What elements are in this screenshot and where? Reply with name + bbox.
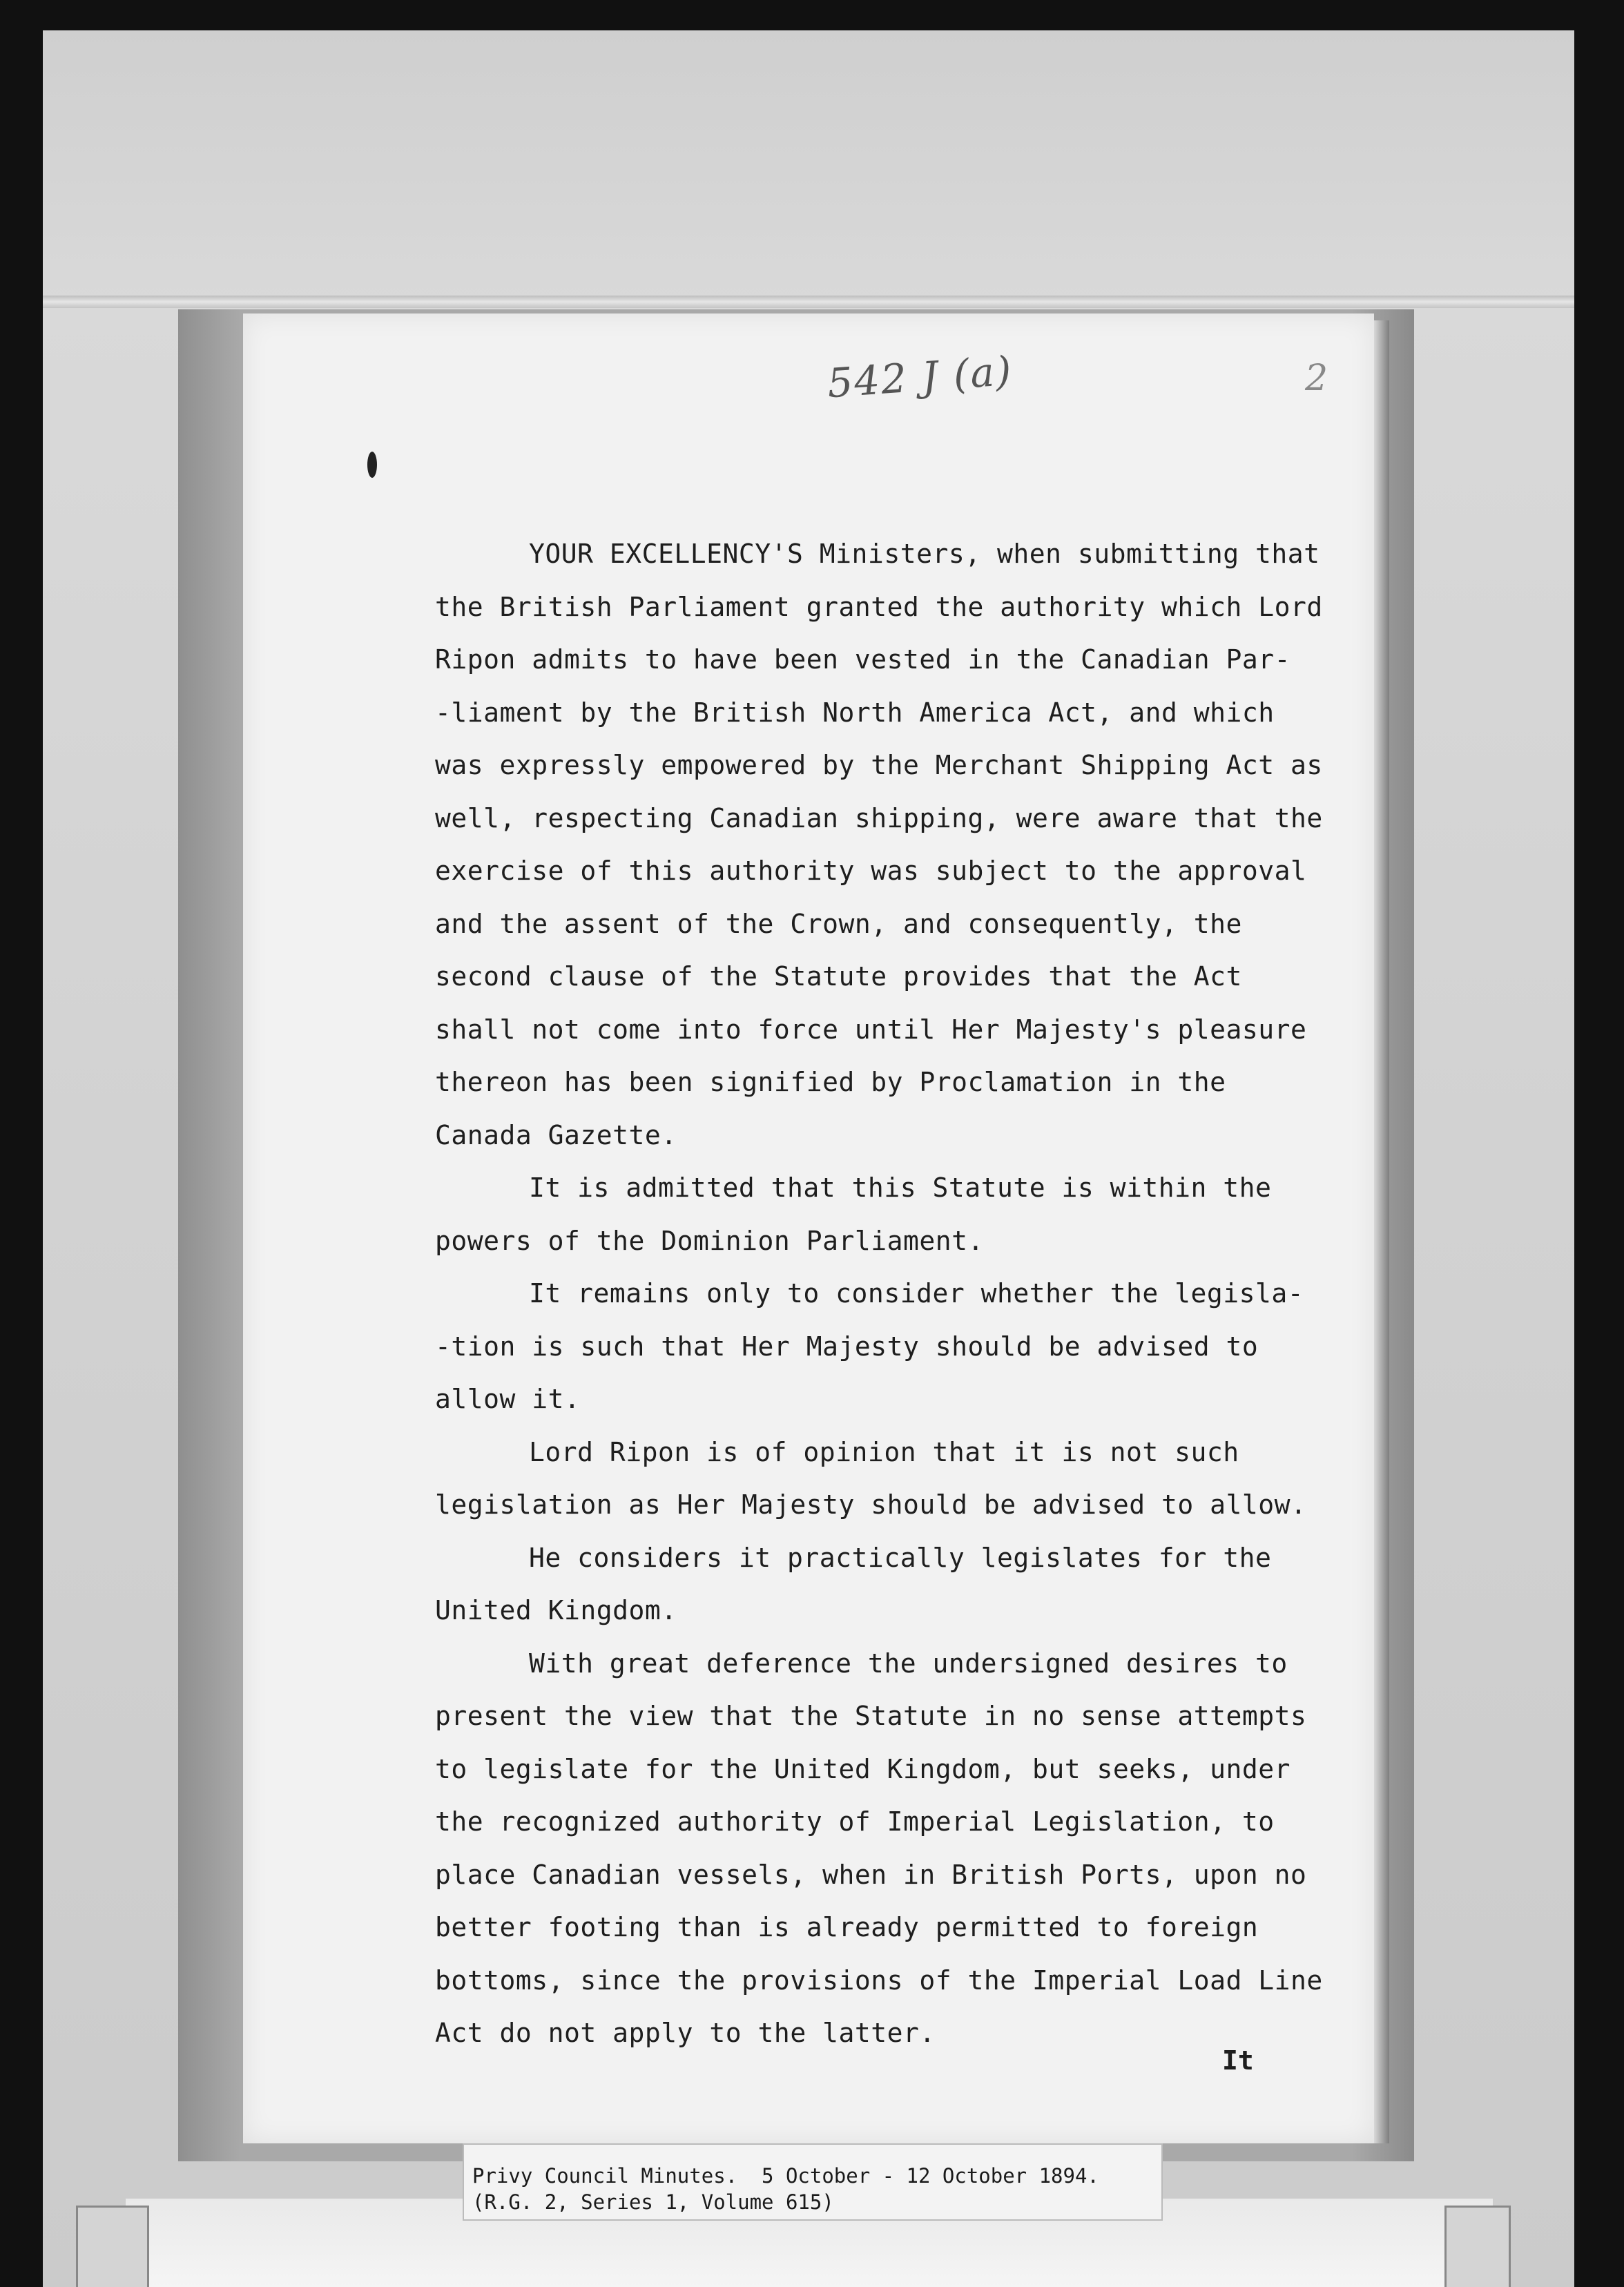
text-line: exercise of this authority was subject to the approval [435, 856, 1307, 886]
archive-label [463, 2143, 1163, 2221]
text-line: and the assent of the Crown, and consequently, the [435, 908, 1242, 939]
text-line: to legislate for the United Kingdom, but seeks, under [435, 1753, 1291, 1784]
text-line: Act do not apply to the latter. [435, 2018, 936, 2048]
text-line: United Kingdom. [435, 1595, 677, 1625]
text-line: He considers it practically legislates for the [529, 1542, 1272, 1573]
ink-mark [367, 452, 377, 478]
text-line: -tion is such that Her Majesty should be advised to [435, 1331, 1259, 1362]
text-line: legislation as Her Majesty should be advised to allow. [435, 1489, 1307, 1520]
right-clip [1444, 2206, 1511, 2287]
text-line: Ripon admits to have been vested in the Canadian Par- [435, 644, 1291, 675]
text-line: thereon has been signified by Proclamation in the [435, 1067, 1226, 1097]
text-line: bottoms, since the provisions of the Imperial Load Line [435, 1965, 1323, 1996]
film-scan-line [43, 296, 1574, 308]
microfilm-frame [43, 30, 1574, 2287]
text-line: Lord Ripon is of opinion that it is not such [529, 1436, 1239, 1467]
text-line: present the view that the Statute in no sense attempts [435, 1701, 1307, 1731]
document-page [243, 313, 1374, 2143]
paper-edge [1374, 320, 1389, 2143]
text-line: was expressly empowered by the Merchant Shipping Act as [435, 750, 1323, 780]
archive-label-line-1: Privy Council Minutes. 5 October - 12 October 1894. [472, 2164, 1099, 2188]
text-line: second clause of the Statute provides that the Act [435, 961, 1242, 992]
text-line: allow it. [435, 1384, 581, 1414]
catchword: It [1222, 2045, 1254, 2076]
text-line: the recognized authority of Imperial Legislation, to [435, 1806, 1275, 1837]
text-line: It remains only to consider whether the legisla- [529, 1278, 1304, 1309]
text-line: place Canadian vessels, when in British Ports, upon no [435, 1859, 1307, 1890]
text-line: well, respecting Canadian shipping, were aware that the [435, 802, 1323, 833]
text-line: -liament by the British North America Act, and which [435, 697, 1275, 728]
handwritten-archive-number: 542 J (a) [825, 347, 1014, 407]
text-line: powers of the Dominion Parliament. [435, 1225, 984, 1256]
handwritten-page-number: 2 [1305, 358, 1328, 399]
text-line: YOUR EXCELLENCY'S Ministers, when submitting that [529, 539, 1320, 569]
typed-body-text [435, 528, 1333, 2060]
text-line: It is admitted that this Statute is within the [529, 1173, 1272, 1203]
text-line: Canada Gazette. [435, 1119, 677, 1150]
text-line: shall not come into force until Her Majesty's pleasure [435, 1014, 1307, 1045]
text-line: With great deference the undersigned desires to [529, 1648, 1288, 1679]
text-line: the British Parliament granted the authority which Lord [435, 591, 1323, 622]
left-clip [76, 2206, 149, 2287]
archive-label-line-2: (R.G. 2, Series 1, Volume 615) [472, 2190, 834, 2214]
text-line: better footing than is already permitted to foreign [435, 1912, 1259, 1942]
